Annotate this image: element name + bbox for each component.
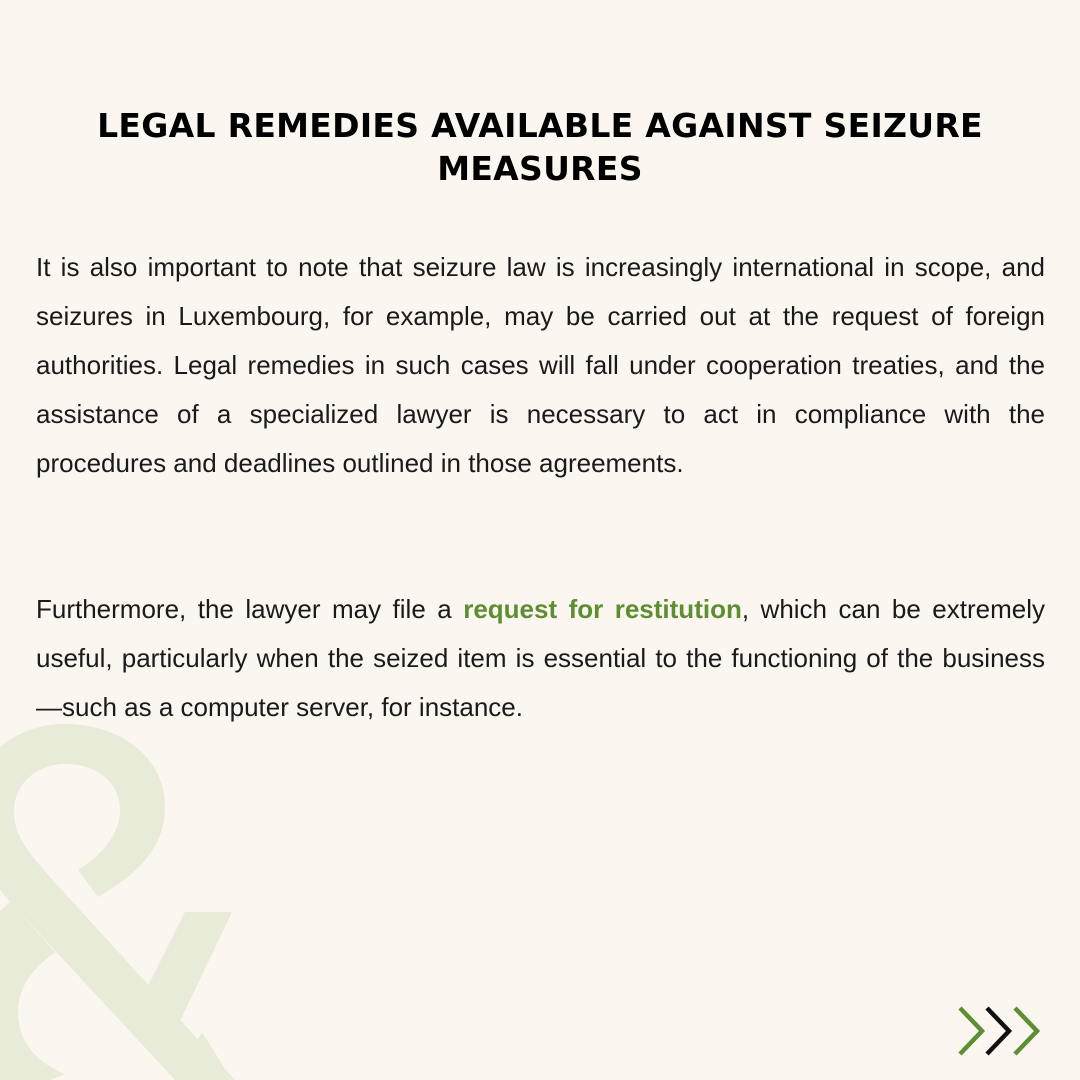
ampersand-icon xyxy=(0,712,290,1080)
paragraph-restitution xyxy=(36,585,1045,732)
paragraph-international-scope: It is also important to note that seizure law is increasingly international in scope, and seizures in Luxembourg, for example, may be carried out at the request of foreign authorities. Legal remedies in such cases will fall under cooperation treaties, and the assistance of a specialized lawyer is necessary to act in compliance with the procedures and deadlines outlined in those agreements. xyxy=(36,252,1045,478)
paragraph-restitution-rest: , which can be extremely useful, particularly when the seized item is essential to the functioning of the business—such as a computer server, for instance. xyxy=(36,594,1045,722)
double-chevron-right-icon[interactable] xyxy=(955,1002,1045,1060)
page-title: LEGAL REMEDIES AVAILABLE AGAINST SEIZURE MEASURES xyxy=(97,106,983,188)
paragraph-restitution-intro: Furthermore, the lawyer may file a xyxy=(36,594,464,624)
restitution-link[interactable]: request for restitution xyxy=(463,594,742,624)
